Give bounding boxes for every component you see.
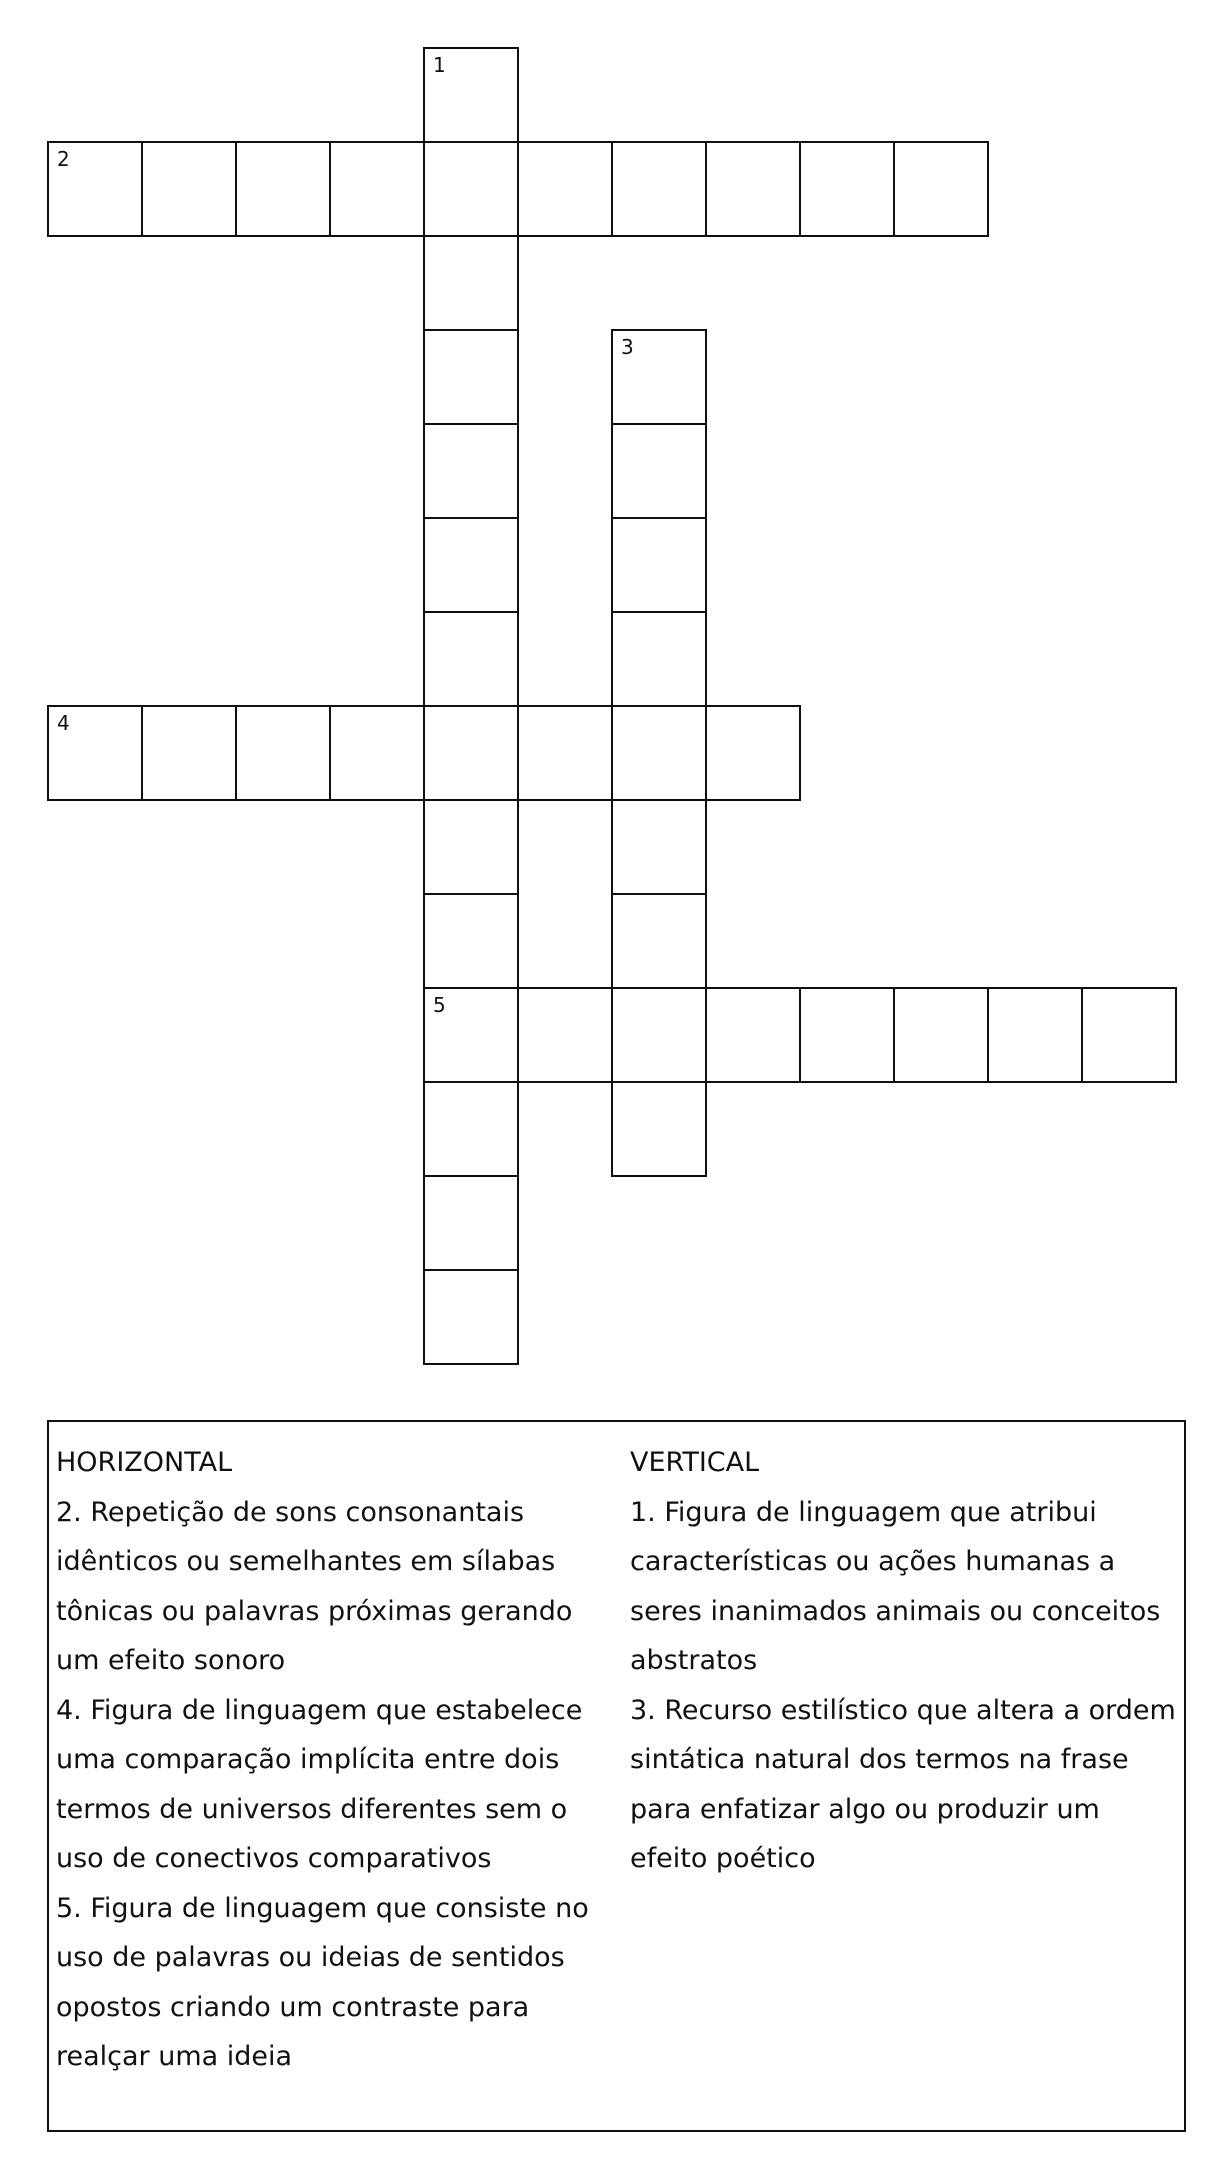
clue-number: 4 <box>57 711 70 735</box>
clue-number: 3 <box>621 335 634 359</box>
horizontal-title: HORIZONTAL <box>56 1447 233 1478</box>
crossword-cell[interactable] <box>423 235 519 331</box>
vertical-clue-line: seres inanimados animais ou conceitos <box>630 1595 1161 1627</box>
crossword-cell[interactable] <box>611 329 707 425</box>
horizontal-clue-line: uso de conectivos comparativos <box>56 1843 492 1874</box>
crossword-cell[interactable] <box>423 1175 519 1271</box>
crossword-cell[interactable] <box>611 517 707 613</box>
crossword-cell[interactable] <box>235 705 331 801</box>
crossword-cell[interactable] <box>423 423 519 519</box>
horizontal-clue-line: uso de palavras ou ideias de sentidos <box>56 1942 565 1973</box>
horizontal-clue-line: realçar uma ideia <box>56 2041 293 2072</box>
vertical-clue-line: 3. Recurso estilístico que altera a ordem <box>630 1694 1176 1726</box>
crossword-cell[interactable] <box>423 799 519 895</box>
crossword-cell[interactable] <box>423 329 519 425</box>
crossword-cell[interactable] <box>611 893 707 989</box>
horizontal-clue-line: opostos criando um contraste para <box>56 1991 530 2023</box>
crossword-cell[interactable] <box>423 47 519 143</box>
horizontal-clue-line: 2. Repetição de sons consonantais <box>56 1496 525 1528</box>
crossword-cell[interactable] <box>611 423 707 519</box>
crossword-cell[interactable] <box>423 141 519 237</box>
crossword-cell[interactable] <box>705 141 801 237</box>
horizontal-clue-line: 4. Figura de linguagem que estabelece <box>56 1694 583 1726</box>
crossword-cell[interactable] <box>423 1081 519 1177</box>
horizontal-clue-line: idênticos ou semelhantes em sílabas <box>56 1546 556 1577</box>
horizontal-clue-line: 5. Figura de linguagem que consiste no <box>56 1892 589 1924</box>
crossword-cell[interactable] <box>611 987 707 1083</box>
crossword-cell[interactable] <box>517 141 613 237</box>
crossword-cell[interactable] <box>893 141 989 237</box>
crossword-cell[interactable] <box>705 705 801 801</box>
vertical-clue-line: para enfatizar algo ou produzir um <box>630 1793 1100 1825</box>
crossword-cell[interactable] <box>235 141 331 237</box>
vertical-clue-line: sintática natural dos termos na frase <box>630 1744 1129 1775</box>
crossword-cell[interactable] <box>141 141 237 237</box>
crossword-cell[interactable] <box>1081 987 1177 1083</box>
vertical-clue-line: abstratos <box>630 1645 758 1676</box>
crossword-cell[interactable] <box>611 611 707 707</box>
crossword-cell[interactable] <box>517 987 613 1083</box>
crossword-cell[interactable] <box>47 705 143 801</box>
crossword-cell[interactable] <box>611 1081 707 1177</box>
crossword-cell[interactable] <box>611 799 707 895</box>
horizontal-clue-line: termos de universos diferentes sem o <box>56 1793 568 1825</box>
vertical-clues <box>630 1438 1180 1884</box>
crossword-cell[interactable] <box>423 611 519 707</box>
crossword-cell[interactable] <box>423 987 519 1083</box>
crossword-cell[interactable] <box>423 517 519 613</box>
crossword-cell[interactable] <box>705 987 801 1083</box>
clues-box <box>47 1420 1186 2132</box>
crossword-cell[interactable] <box>611 705 707 801</box>
crossword-cell[interactable] <box>141 705 237 801</box>
vertical-title: VERTICAL <box>630 1447 760 1478</box>
crossword-cell[interactable] <box>47 141 143 237</box>
crossword-cell[interactable] <box>329 705 425 801</box>
crossword-cell[interactable] <box>611 141 707 237</box>
clue-number: 5 <box>433 993 446 1017</box>
vertical-clue-line: efeito poético <box>630 1843 816 1874</box>
crossword-cell[interactable] <box>799 141 895 237</box>
clue-number: 2 <box>57 147 70 171</box>
crossword-cell[interactable] <box>893 987 989 1083</box>
horizontal-clues <box>56 1438 596 2082</box>
crossword-cell[interactable] <box>987 987 1083 1083</box>
horizontal-clue-line: uma comparação implícita entre dois <box>56 1744 560 1775</box>
crossword-cell[interactable] <box>423 893 519 989</box>
clue-number: 1 <box>433 53 446 77</box>
crossword-cell[interactable] <box>329 141 425 237</box>
crossword-cell[interactable] <box>423 705 519 801</box>
horizontal-clue-line: um efeito sonoro <box>56 1645 286 1676</box>
crossword-cell[interactable] <box>423 1269 519 1365</box>
vertical-clue-line: 1. Figura de linguagem que atribui <box>630 1496 1097 1528</box>
crossword-cell[interactable] <box>517 705 613 801</box>
vertical-clue-line: características ou ações humanas a <box>630 1546 1116 1577</box>
horizontal-clue-line: tônicas ou palavras próximas gerando <box>56 1595 573 1627</box>
crossword-cell[interactable] <box>799 987 895 1083</box>
